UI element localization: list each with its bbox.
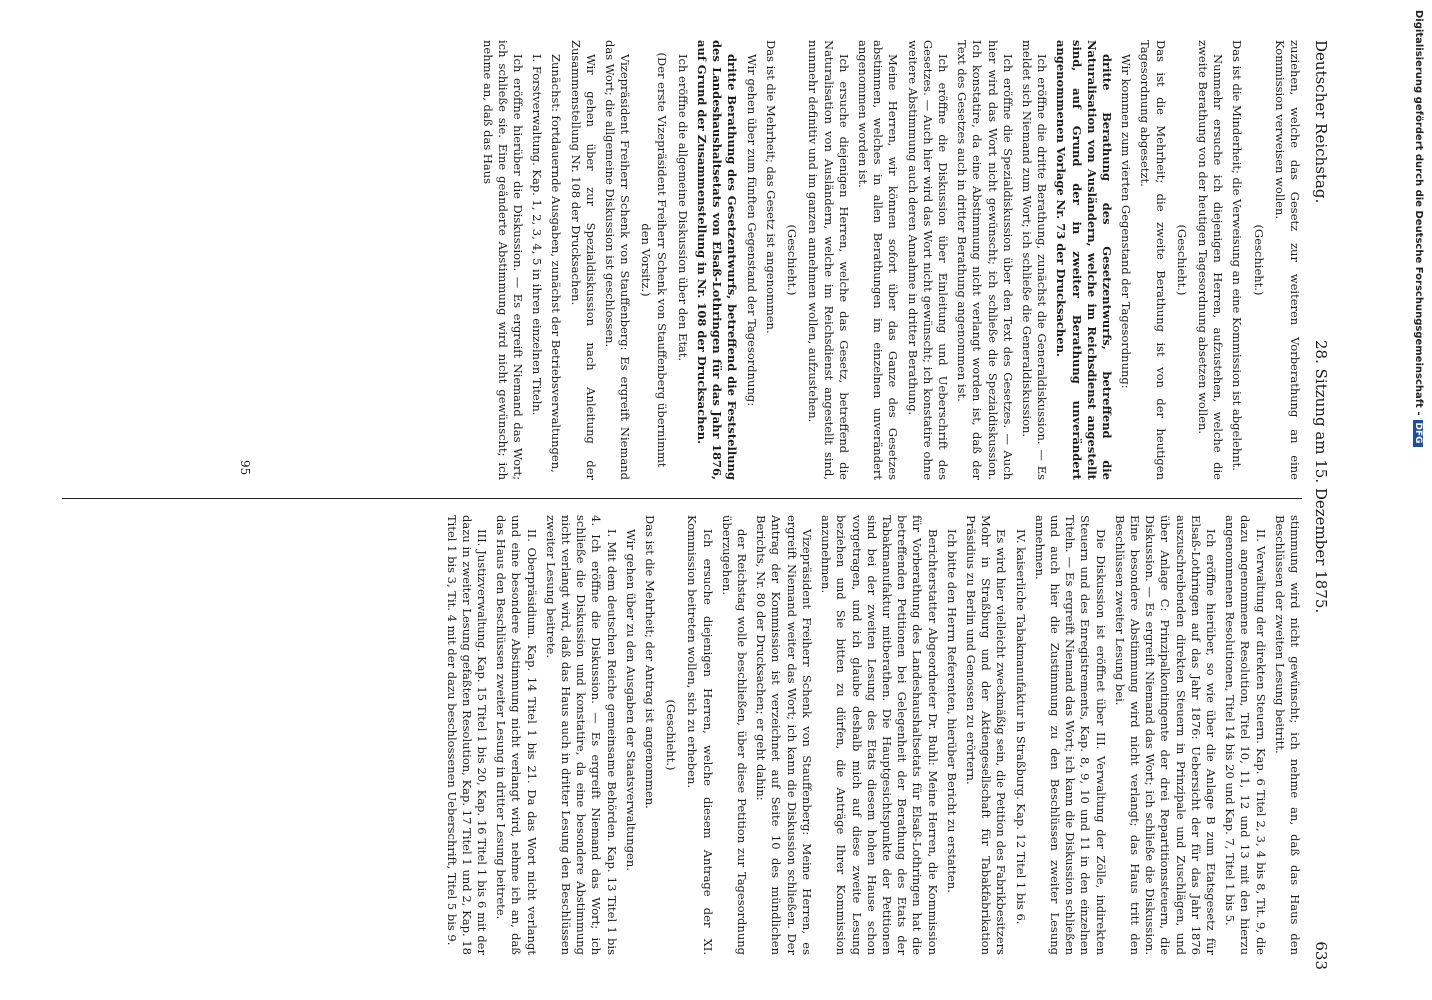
paragraph: Das ist die Mehrheit; das Gesetz ist angenommen. [763, 40, 778, 334]
paragraph: Das ist die Mehrheit; der Antrag ist angenommen. [643, 515, 658, 809]
paragraph: Meine Herren, wir können sofort über das Ganze des Gesetzes abstimmen, welches in allen Berathungen im einzelnen unverändert angenommen worden ist. [855, 40, 901, 480]
paragraph: Wir gehen über zu den Ausgaben der Staatsverwaltungen. [623, 529, 638, 871]
column-divider [62, 498, 1302, 499]
rotated-page-content [32, 40, 1332, 970]
paragraph: (Geschieht.) [1251, 224, 1266, 296]
paragraph: Vizepräsident Freiherr Schenk von Stauffenberg: Es ergreift Niemand das Wort; die allgemeine Diskussion ist geschlossen. [603, 40, 633, 480]
paragraph: Berichterstatter Abgeordneter Dr. Buhl: Meine Herren, die Kommission für Vorberathung des Landeshaushaltsetats für Elsaß-Lothringen hat die betreffenden Petitionen bei Gelegenheit der Berathung des Etats der Tabakmanufaktur mitberathen. Die Hauptgesichtspunkte der Petitionen sind bei der zweiten Lesung des Etats diesem hohen Hause schon vorgetragen, und ich glaube deshalb mich auf diese zweite Lesung beziehen und Sie bitten zu dürfen, die Anträge Ihrer Kommission anzunehmen. [819, 515, 940, 955]
digitization-note-strip [1408, 0, 1432, 1000]
paragraph: Ich ersuche diejenigen Herren, welche das Gesetz, betreffend die Naturalisation von Ausländern, welche im Reichsdienst angestellt sind, nunmehr definitiv und im ganzen annehmen wollen, aufzustehen. [806, 40, 851, 480]
right-text-column [42, 515, 1302, 955]
paragraph: Zunächst: fortdauernde Ausgaben, zunächst der Betriebsverwaltungen, [549, 54, 564, 473]
paragraph: Ich bitte den Herrn Referenten, hierüber Bericht zu erstatten. [944, 529, 959, 893]
paragraph: (Der erste Vizepräsident Freiherr Schenk von Stauffenberg übernimmt den Vorsitz.) [639, 52, 669, 468]
paragraph: stimmung wird nicht gewünscht; ich nehme an, daß das Haus den Beschlüssen der zweiten Lesung beitritt. [1272, 515, 1302, 955]
paragraph: dritte Berathung des Gesetzentwurfs, betreffend die Feststellung des Landeshaushaltsetats von Elsaß-Lothringen für das Jahr 1876, auf Grund der Zusammenstellung in Nr. 108 der Drucksachen. [695, 40, 740, 480]
dfg-logo: DFG [1413, 420, 1423, 447]
paragraph: Ich eröffne die Spezialdiskussion über den Text des Gesetzes. — Auch hier wird das Wort nicht gewünscht; ich schließe die Spezialdiskussion. Ich konstatire, da eine Abstimmung nicht verlangt worden ist, daß der Text des Gesetzes auch in dritter Berathung angenommen ist. [955, 40, 1015, 480]
paragraph: dritte Berathung des Gesetzentwurfs, betreffend die Naturalisation von Ausländern, welche im Reichsdienst angestellt sind, auf Grund der in zweiter Berathung unverändert angenommenen Vorlage Nr. 73 der Drucksachen. [1054, 40, 1114, 480]
paragraph: der Reichstag wolle beschließen, über diese Petition zur Tagesordnung überzugehen. [719, 515, 750, 955]
publication-title: Deutscher Reichstag. [1312, 40, 1330, 204]
paragraph: III. Justizverwaltung. Kap. 15 Titel 1 bis 20, Kap. 16 Titel 1 bis 6 mit der dazu in zweiter Lesung gefaßten Resolution, Kap. 17 Titel 1 und 2, Kap. 18 Titel 1 bis 3, Tit. 4 mit der dazu beschlossenen Ueberschrift, Titel 5 bis 9. [444, 515, 490, 955]
digitization-note-text: Digitalisierung gefördert durch die Deutsche Forschungsgemeinschaft - [1413, 10, 1424, 416]
paragraph: Nunmehr ersuche ich diejenigen Herren, aufzustehen, welche die zweite Berathung von der heutigen Tagesordnung absetzen wollen. [1195, 40, 1226, 480]
page-number: 633 [1312, 941, 1330, 970]
paragraph: I. Mit dem deutschen Reiche gemeinsame Behörden. Kap. 13 Titel 1 bis 4. Ich eröffne die Diskussion. — Es ergreift Niemand das Wort; ich schließe die Diskussion und konstatire, da eine besondere Abstimmung nicht verlangt wird, daß das Haus auch in dritter Lesung den Beschlüssen zweiter Lesung beitrete. [543, 515, 619, 955]
signature-number: 95 [238, 460, 252, 476]
paragraph: Es wird hier vielleicht zweckmäßig sein, die Petition des Fabrikbesitzers Mohr in Straßburg und der Aktiengesellschaft für Tabakfabrikation Präsidius zu Berlin und Genossen zu erörtern. [963, 515, 1009, 955]
paragraph: Ich eröffne hierüber, so wie über die Anlage B zum Etatsgesetz für Elsaß-Lothringen auf das Jahr 1876: Uebersicht der für das Jahr 1876 auszuschreibenden direkten Steuern in Prinzipale und Zuschlägen, und über Anlage C: Prinzipalkontingente der drei Repartitionssteuern, die Diskussion. — Es ergreift Niemand das Wort; ich schließe die Diskussion. Eine besondere Abstimmung wird nicht verlangt; das Haus tritt den Beschlüssen zweiter Lesung bei. [1112, 515, 1218, 955]
paragraph: Das ist die Minderheit; die Verweisung an eine Kommission ist abgelehnt. [1230, 40, 1245, 471]
paragraph: II. Oberpräsidium. Kap. 14 Titel 1 bis 21. Da das Wort nicht verlangt und eine besondere Abstimmung nicht verlangt wird, nehme ich an, daß das Haus den Beschlüssen zweiter Lesung in dritter Lesung beitrete. [494, 515, 539, 955]
paragraph: Wir gehen über zum fünften Gegenstand der Tagesordnung: [744, 54, 759, 407]
paragraph: Wir kommen zum vierten Gegenstand der Tagesordnung: [1119, 54, 1134, 389]
paragraph: Ich eröffne die allgemeine Diskussion über den Etat. [675, 54, 690, 362]
paragraph: Ich eröffne die Diskussion über Einleitung und Ueberschrift des Gesetzes. — Auch hier wird das Wort nicht gewünscht; ich konstatire ohne weitere Abstimmung auch deren Annahme in dritter Berathung. [905, 40, 950, 480]
paragraph: Ich eröffne die dritte Berathung, zunächst die Generaldiskussion. — Es meldet sich Niemand zum Wort; ich schließe die Generaldiskussion. [1019, 40, 1050, 480]
session-title: 28. Sitzung am 15. Dezember 1875. [1312, 340, 1330, 614]
paragraph: Das ist die Mehrheit; die zweite Berathung ist von der heutigen Tagesordnung abgesetzt. [1138, 40, 1168, 480]
paragraph: (Geschieht.) [785, 224, 800, 296]
page-header [1306, 40, 1332, 970]
paragraph: zuziehen, welche das Gesetz zur weiteren Vorberathung an eine Kommission verweisen wollen. [1272, 40, 1302, 480]
digitization-note [1413, 10, 1424, 710]
paragraph: Die Diskussion ist eröffnet über III. Verwaltung der Zölle, indirekten Steuern und des Enregistrements, Kap. 8, 9, 10 und 11 in den einzelnen Titeln. — Es ergreift Niemand das Wort; ich kann die Diskussion schließen und auch hier die Zustimmung zu den Beschlüssen zweiter Lesung annehmen. [1032, 515, 1108, 955]
paragraph: Vizepräsident Freiherr Schenk von Stauffenberg: Meine Herren, es ergreift Niemand weiter das Wort; ich kann die Diskussion schließen. Der Antrag der Kommission ist verzeichnet auf Seite 10 des mündlichen Berichts, Nr. 80 der Drucksachen; er geht dahin: [754, 515, 814, 955]
paragraph: (Geschieht.) [1174, 224, 1189, 296]
paragraph: I. Forstverwaltung. Kap. 1, 2, 3, 4, 5 in ihren einzelnen Titeln. [530, 54, 545, 416]
paragraph: Ich eröffne hierüber die Diskussion. — Es ergreift Niemand das Wort; ich schließe sie. Eine geänderte Abstimmung wird nicht gewünscht; ich nehme an, daß das Haus [480, 40, 526, 480]
paragraph: Ich ersuche diejenigen Herren, welche diesem Antrage der XI. Kommission beitreten wollen, sich zu erheben. [685, 515, 715, 955]
left-text-column [42, 40, 1302, 480]
paragraph: IV. kaiserliche Tabakmanufaktur in Straßburg. Kap. 12 Titel 1 bis 6. [1013, 529, 1028, 925]
paragraph: Wir gehen über zur Spezialdiskussion nach Anleitung der Zusammenstellung Nr. 108 der Drucksachen. [568, 40, 598, 480]
paragraph: II. Verwaltung der direkten Steuern. Kap. 6 Titel 2, 3, 4 bis 8, Tit. 9, die dazu angenommene Resolution, Titel 10, 11, 12 und 13 mit den hierzu angenommenen Resolutionen, Titel 14 bis 20 und Kap. 7, Titel 1 bis 5. [1223, 515, 1268, 955]
paragraph: (Geschieht.) [664, 699, 679, 771]
